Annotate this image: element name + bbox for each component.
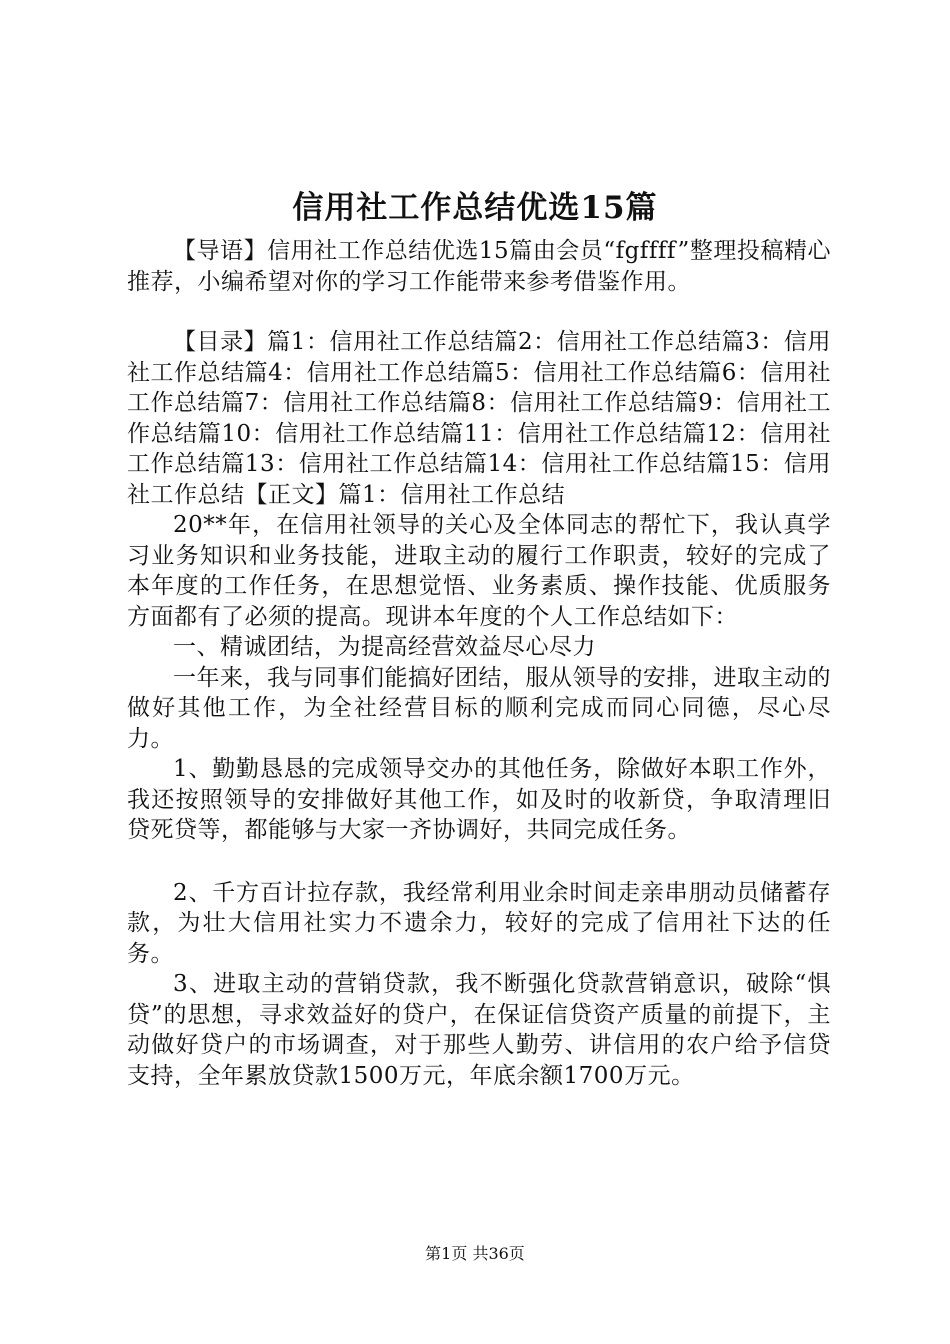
page-footer: 第1页 共36页 <box>425 1244 525 1263</box>
body-paragraph: 1、勤勤恳恳的完成领导交办的其他任务，除做好本职工作外，我还按照领导的安排做好其他工作，如及时的收新贷，争取清理旧贷死贷等，都能够与大家一齐协调好，共同完成任务。 <box>127 756 831 843</box>
section-heading: 一、精诚团结，为提高经营效益尽心尽力 <box>173 634 596 660</box>
body-paragraph: 2、千方百计拉存款，我经常利用业余时间走亲串朋动员储蓄存款，为壮大信用社实力不遗余力，较好的完成了信用社下达的任务。 <box>127 879 831 967</box>
body-paragraph: 3、进取主动的营销贷款，我不断强化贷款营销意识，破除“惧贷”的思想，寻求效益好的贷户，在保证信贷资产质量的前提下，主动做好贷户的市场调查，对于那些人勤劳、讲信用的农户给予信贷支持，全年累放贷款1500万元，年底余额1700万元。 <box>127 971 831 1089</box>
document-title: 信用社工作总结优选15篇 <box>292 190 658 226</box>
intro-paragraph: 【导语】信用社工作总结优选15篇由会员“fgffff”整理投稿精心推荐，小编希望对你的学习工作能带来参考借鉴作用。 <box>127 238 831 295</box>
body-paragraph: 20**年，在信用社领导的关心及全体同志的帮忙下，我认真学习业务知识和业务技能，进取主动的履行工作职责，较好的完成了本年度的工作任务，在思想觉悟、业务素质、操作技能、优质服务方面都有了必须的提高。现讲本年度的个人工作总结如下： <box>127 512 831 630</box>
body-paragraph: 一年来，我与同事们能搞好团结，服从领导的安排，进取主动的做好其他工作，为全社经营目标的顺利完成而同心同德，尽心尽力。 <box>127 664 831 752</box>
toc-paragraph: 【目录】篇1：信用社工作总结篇2：信用社工作总结篇3：信用社工作总结篇4：信用社工作总结篇5：信用社工作总结篇6：信用社工作总结篇7：信用社工作总结篇8：信用社工作总结篇9：信用社工作总结篇10：信用社工作总结篇11：信用社工作总结篇12：信用社工作总结篇13：信用社工作总结篇14：信用社工作总结篇15：信用社工作总结【正文】篇1：信用社工作总结 <box>127 329 831 508</box>
document-body <box>127 236 831 1091</box>
